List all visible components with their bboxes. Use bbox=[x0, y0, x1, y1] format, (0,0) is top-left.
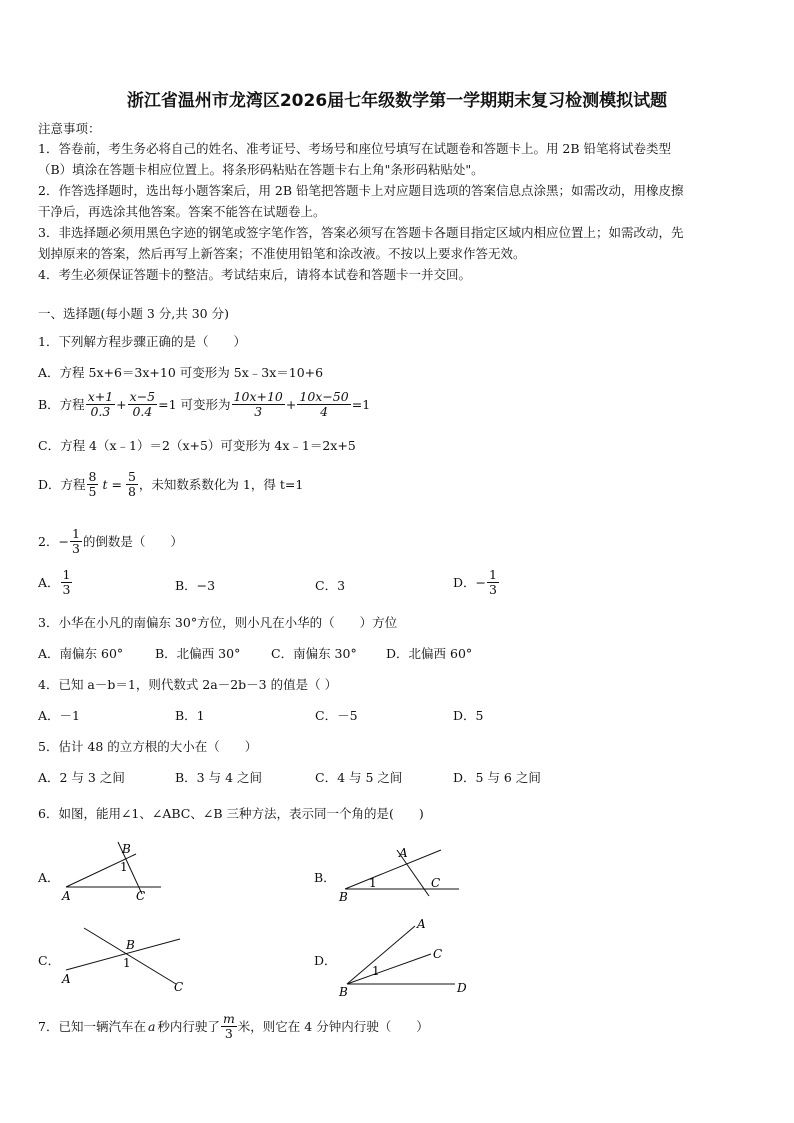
denominator: 0.3 bbox=[90, 404, 111, 419]
denominator: 3 bbox=[224, 1026, 233, 1041]
numerator: 1 bbox=[489, 567, 497, 582]
fraction bbox=[126, 470, 138, 499]
question-6-option-d-label: D． bbox=[314, 953, 337, 968]
numerator: 1 bbox=[71, 526, 80, 541]
figure-d bbox=[335, 912, 475, 1002]
plus-sign: + bbox=[285, 396, 297, 412]
fraction bbox=[487, 568, 499, 597]
question-2-option-d bbox=[453, 568, 500, 597]
question-1-stem: 1．下列解方程步骤正确的是（ ） bbox=[38, 334, 246, 349]
section-heading: 一、选择题(每小题 3 分,共 30 分) bbox=[38, 306, 229, 321]
notice-line: 干净后，再选涂其他答案。答案不能答在试题卷上。 bbox=[38, 204, 326, 219]
notice-line: （B）填涂在答题卡相应位置上。将条形码粘贴在答题卡右上角"条形码粘贴处"。 bbox=[38, 162, 484, 177]
figure-b bbox=[335, 842, 465, 907]
question-1-option-a: A．方程 5x+6＝3x+10 可变形为 5x﹣3x＝10+6 bbox=[38, 365, 324, 380]
question-3-stem: 3．小华在小凡的南偏东 30°方位，则小凡在小华的（ ）方位 bbox=[38, 615, 398, 630]
point-label: C bbox=[431, 876, 441, 890]
question-6-option-c-label: C． bbox=[38, 953, 61, 968]
stem-part: 秒内行驶了 bbox=[157, 1018, 220, 1034]
numerator: m bbox=[222, 1011, 235, 1026]
point-label: B bbox=[122, 842, 131, 856]
line-bc bbox=[347, 954, 431, 984]
stem-tail: 的倒数是（ ） bbox=[82, 533, 183, 549]
option-label: D．− bbox=[453, 574, 486, 590]
minus-sign: − bbox=[58, 533, 69, 549]
fraction bbox=[87, 470, 99, 499]
denominator: 3 bbox=[71, 541, 80, 556]
question-4-option-a: A．－1 bbox=[38, 708, 80, 723]
option-d-end: ，未知数系数化为 1，得 t=1 bbox=[138, 476, 304, 492]
notice-line: 4．考生必须保证答题卡的整洁。考试结束后，请将本试卷和答题卡一并交回。 bbox=[38, 267, 471, 282]
numerator: 10x+10 bbox=[233, 389, 283, 404]
question-4-option-c: C．－5 bbox=[315, 708, 358, 723]
question-5-option-d: D．5 与 6 之间 bbox=[453, 770, 541, 785]
fraction bbox=[221, 1012, 237, 1041]
notice-line: 2．作答选择题时，选出每小题答案后，用 2B 铅笔把答题卡上对应题目选项的答案信息点涂黑；如需改动，用橡皮擦 bbox=[38, 183, 684, 198]
fraction bbox=[61, 568, 73, 597]
point-label: A bbox=[62, 972, 71, 986]
notice-line: 划掉原来的答案，然后再写上新答案；不准使用铅笔和涂改液。不按以上要求作答无效。 bbox=[38, 246, 526, 261]
stem-part: 米，则它在 4 分钟内行驶（ ） bbox=[237, 1018, 429, 1034]
angle-label: 1 bbox=[123, 956, 131, 970]
question-4-option-b: B．1 bbox=[175, 708, 205, 723]
denominator: 4 bbox=[320, 404, 329, 419]
question-2-option-a bbox=[38, 568, 73, 597]
question-5-option-c: C．4 与 5 之间 bbox=[315, 770, 403, 785]
angle-label: 1 bbox=[120, 860, 128, 874]
page-title: 浙江省温州市龙湾区2026届七年级数学第一学期期末复习检测模拟试题 bbox=[126, 91, 668, 111]
option-b-end: =1 bbox=[351, 396, 371, 412]
numerator: 10x−50 bbox=[299, 389, 349, 404]
numerator: 1 bbox=[62, 567, 71, 582]
notice-line: 1．答卷前，考生务必将自己的姓名、准考证号、考场号和座位号填写在试题卷和答题卡上。用 2B 铅笔将试卷类型 bbox=[38, 141, 672, 156]
question-3-option-d: D．北偏西 60° bbox=[386, 646, 473, 661]
numerator: x−5 bbox=[129, 389, 156, 404]
point-label: B bbox=[339, 985, 348, 999]
question-6-option-a-label: A． bbox=[38, 870, 60, 885]
question-4-stem: 4．已知 a－b＝1，则代数式 2a－2b－3 的值是（ ） bbox=[38, 677, 338, 692]
point-label: C bbox=[136, 889, 146, 903]
denominator: 8 bbox=[127, 484, 136, 499]
question-5-option-a: A．2 与 3 之间 bbox=[38, 770, 125, 785]
point-label: C bbox=[433, 947, 443, 961]
point-label: A bbox=[417, 917, 426, 931]
question-3-option-b: B．北偏西 30° bbox=[155, 646, 241, 661]
question-2-stem bbox=[38, 527, 183, 556]
question-number: 2． bbox=[38, 533, 59, 549]
notice-heading: 注意事项： bbox=[38, 121, 101, 136]
line-ba bbox=[347, 926, 415, 984]
point-label: B bbox=[339, 890, 348, 904]
question-2-option-b: B．−3 bbox=[175, 578, 216, 593]
angle-label: 1 bbox=[369, 876, 377, 890]
fraction bbox=[70, 527, 82, 556]
stem-part: 7．已知一辆汽车在 bbox=[38, 1018, 146, 1034]
figure-c bbox=[58, 922, 188, 997]
question-1-option-b bbox=[38, 390, 370, 419]
point-label: B bbox=[126, 938, 135, 952]
denominator: 3 bbox=[489, 582, 497, 597]
fraction bbox=[128, 390, 157, 419]
numerator: 5 bbox=[127, 469, 136, 484]
plus-sign: + bbox=[116, 396, 127, 412]
question-5-stem: 5．估计 48 的立方根的大小在（ ） bbox=[38, 739, 258, 754]
variable-a: a bbox=[147, 1018, 156, 1034]
denominator: 0.4 bbox=[132, 404, 153, 419]
line-ba bbox=[345, 850, 441, 889]
fraction bbox=[297, 390, 350, 419]
question-6-stem: 6．如图，能用∠1、∠ABC、∠B 三种方法，表示同一个角的是( ) bbox=[38, 806, 424, 821]
notice-line: 3．非选择题必须用黑色字迹的钢笔或签字笔作答，答案必须写在答题卡各题目指定区域内相应位置上；如需改动，先 bbox=[38, 225, 684, 240]
figure-a bbox=[58, 838, 168, 908]
question-1-option-d bbox=[38, 470, 303, 499]
point-label: C bbox=[174, 980, 184, 994]
question-6-option-b-label: B． bbox=[314, 870, 336, 885]
question-7-stem bbox=[38, 1012, 429, 1041]
point-label: A bbox=[62, 889, 71, 903]
variable-t: t = bbox=[102, 476, 122, 492]
numerator: 8 bbox=[88, 469, 97, 484]
question-1-option-c: C．方程 4（x﹣1）＝2（x+5）可变形为 4x﹣1＝2x+5 bbox=[38, 438, 356, 453]
fraction bbox=[86, 390, 115, 419]
question-3-option-a: A．南偏东 60° bbox=[38, 646, 124, 661]
question-4-option-d: D．5 bbox=[453, 708, 484, 723]
option-label: A． bbox=[38, 574, 60, 590]
option-b-prefix: B．方程 bbox=[38, 396, 85, 412]
question-3-option-c: C．南偏东 30° bbox=[271, 646, 357, 661]
angle-label: 1 bbox=[372, 964, 380, 978]
question-2-option-c: C．3 bbox=[315, 578, 346, 593]
denominator: 3 bbox=[62, 582, 71, 597]
denominator: 5 bbox=[88, 484, 97, 499]
numerator: x+1 bbox=[87, 389, 114, 404]
denominator: 3 bbox=[254, 404, 263, 419]
option-d-prefix: D．方程 bbox=[38, 476, 86, 492]
question-5-option-b: B．3 与 4 之间 bbox=[175, 770, 263, 785]
point-label: A bbox=[399, 846, 408, 860]
fraction bbox=[232, 390, 285, 419]
point-label: D bbox=[457, 981, 467, 995]
option-b-middle: =1 可变形为 bbox=[158, 396, 231, 412]
